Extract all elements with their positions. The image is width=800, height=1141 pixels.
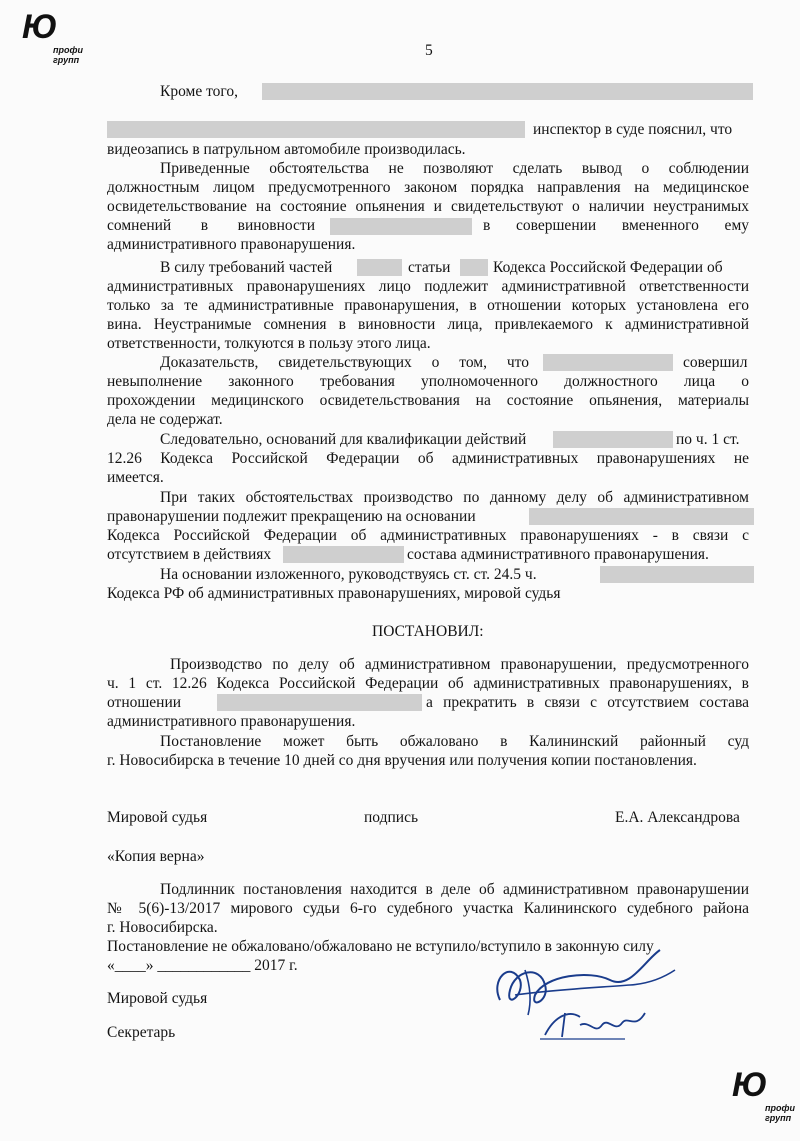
p9-line1: Постановление может быть обжаловано в Калининский районный суд <box>160 733 749 750</box>
p8-line3b: а прекратить в связи с отсутствием состава <box>426 694 749 711</box>
p2-line5: административного правонарушения. <box>107 236 356 253</box>
p1-line3: видеозапись в патрульном автомобиле производилась. <box>107 141 466 158</box>
redaction <box>217 694 422 711</box>
p6-line2: правонарушении подлежит прекращению на основании <box>107 508 476 525</box>
p6-line4a: отсутствием в действиях <box>107 546 272 563</box>
original-line2: № 5(6)-13/2017 мирового судьи 6-го судебного участка Калининского судебного района <box>107 900 749 917</box>
redaction <box>357 259 402 276</box>
copy-certified-note: «Копия верна» <box>107 848 205 865</box>
redaction <box>283 546 404 563</box>
company-logo-bottom <box>732 1068 794 1124</box>
redaction <box>107 121 525 138</box>
secretary-signature <box>540 1005 650 1045</box>
logo-sub-1: профи <box>765 1103 795 1113</box>
logo-mark: Ю <box>732 1066 765 1104</box>
page-number: 5 <box>425 42 433 59</box>
p5-line1b: по ч. 1 ст. <box>676 431 740 448</box>
p3-line5: ответственности, толкуются в пользу этого лица. <box>107 335 431 352</box>
p4-line3: прохождении медицинского освидетельствования на состояние опьянения, материалы <box>107 392 749 409</box>
p6-line4b: состава административного правонарушения. <box>407 546 709 563</box>
p3-line2: административных правонарушениях лицо подлежит административной ответственности <box>107 278 749 295</box>
p1-line1: Кроме того, <box>160 83 239 100</box>
p8-line1: Производство по делу об административном правонарушении, предусмотренного <box>170 656 749 673</box>
footer-secretary-label: Секретарь <box>107 1024 176 1041</box>
p1-line2: инспектор в суде пояснил, что <box>533 121 733 138</box>
p8-line2: ч. 1 ст. 12.26 Кодекса Российской Федерации об административных правонарушениях, в <box>107 675 749 692</box>
redaction <box>543 354 673 371</box>
p5-line1a: Следовательно, оснований для квалификации действий <box>160 431 527 448</box>
p8-line3a: отношении <box>107 694 182 711</box>
p7-line1: На основании изложенного, руководствуясь ст. ст. 24.5 ч. <box>160 566 537 583</box>
redaction <box>460 259 488 276</box>
p4-line1b: совершил <box>683 354 748 371</box>
p4-line1a: Доказательств, свидетельствующих о том, что <box>160 354 529 371</box>
original-line1: Подлинник постановления находится в деле об административном правонарушении <box>160 881 749 898</box>
p7-line2: Кодекса РФ об административных правонарушениях, мировой судья <box>107 585 561 602</box>
p3-line1a: В силу требований частей <box>160 259 333 276</box>
redaction <box>330 218 472 235</box>
p5-line2: 12.26 Кодекса Российской Федерации об административных правонарушениях не <box>107 450 749 467</box>
logo-sub-1: профи <box>53 45 83 55</box>
p9-line2: г. Новосибирска в течение 10 дней со дня вручения или получения копии постановления. <box>107 752 697 769</box>
footer-judge-label: Мировой судья <box>107 990 208 1007</box>
p2-line2: должностным лицом предусмотренного законом порядка направления на медицинское <box>107 179 749 196</box>
judge-role-label: Мировой судья <box>107 809 208 826</box>
p3-line1c: Кодекса Российской Федерации об <box>493 259 723 276</box>
p3-line3: только за те административные правонарушения, в отношении которых установлена его <box>107 297 749 314</box>
p8-line4: административного правонарушения. <box>107 713 356 730</box>
appeal-status: Постановление не обжаловано/обжаловано не вступило/вступило в законную силу <box>107 938 654 955</box>
status-date: «____» ____________ 2017 г. <box>107 957 298 974</box>
redaction <box>600 566 754 583</box>
redaction <box>529 508 754 525</box>
resolution-heading: ПОСТАНОВИЛ: <box>372 623 484 640</box>
redaction <box>553 431 673 448</box>
p4-line2: невыполнение законного требования уполномоченного должностного лица о <box>107 373 749 390</box>
original-line3: г. Новосибирска. <box>107 919 218 936</box>
logo-sub-2: групп <box>53 55 80 65</box>
p3-line4: вина. Неустранимые сомнения в виновности лица, привлекаемого к административной <box>107 316 749 333</box>
p2-line1: Приведенные обстоятельства не позволяют сделать вывод о соблюдении <box>160 160 749 177</box>
p6-line1: При таких обстоятельствах производство по данному делу об административном <box>160 489 749 506</box>
p2-line4b: в совершении вмененного ему <box>483 217 749 234</box>
p5-line3: имеется. <box>107 469 164 486</box>
judge-name: Е.А. Александрова <box>615 809 740 826</box>
company-logo <box>22 10 82 66</box>
signature-word: подпись <box>364 809 419 826</box>
p2-line3: освидетельствование на состояние опьянения и свидетельствуют о наличии неустранимых <box>107 198 749 215</box>
p2-line4a: сомнений в виновности <box>107 217 315 234</box>
logo-sub-2: групп <box>765 1113 792 1123</box>
p6-line3: Кодекса Российской Федерации об административных правонарушениях - в связи с <box>107 527 749 544</box>
logo-mark: Ю <box>22 8 55 46</box>
p4-line4: дела не содержат. <box>107 411 223 428</box>
p3-line1b: статьи <box>408 259 451 276</box>
redaction <box>262 83 753 100</box>
